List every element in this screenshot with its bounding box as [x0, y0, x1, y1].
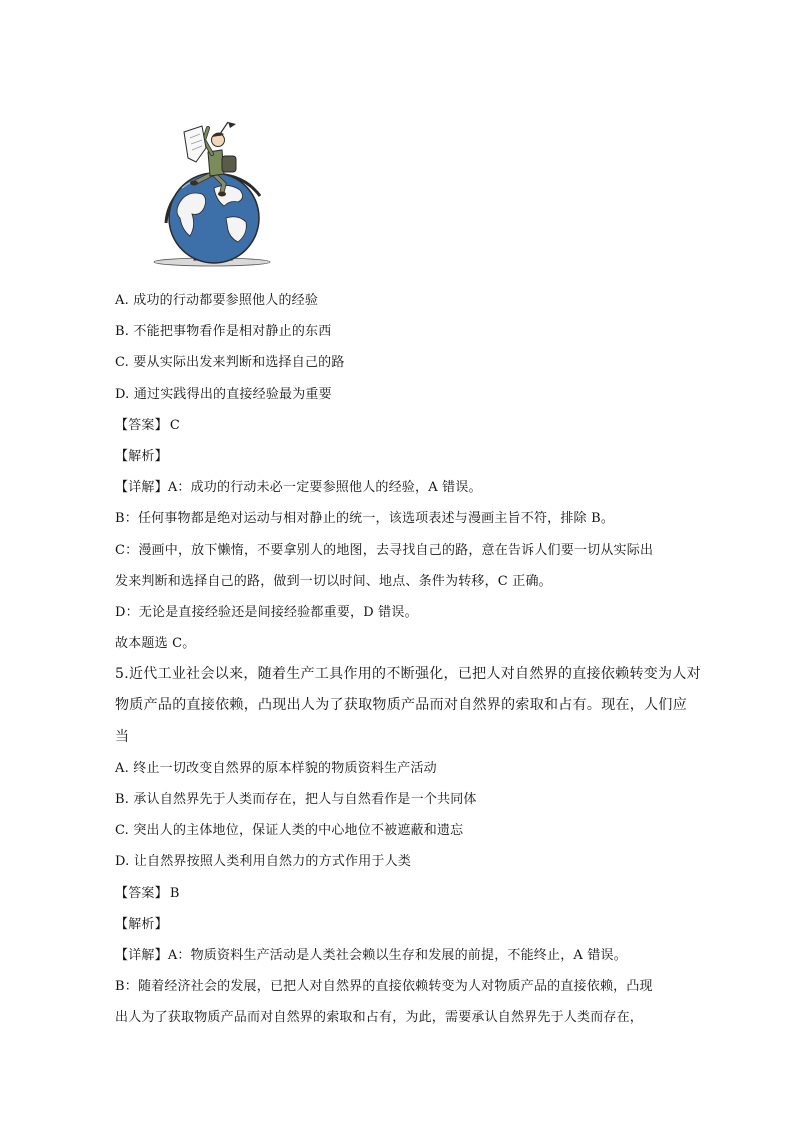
q5-detail-b-line2: 出人为了获取物质产品而对自然界的索取和占有，为此，需要承认自然界先于人类而存在， [115, 1010, 644, 1026]
q4-detail-a-text: A：成功的行动未必一定要参照他人的经验，A 错误。 [167, 480, 482, 496]
q4-detail-a [115, 472, 690, 503]
q5-detail-a-text: A：物质资料生产活动是人类社会赖以生存和发展的前提，不能终止，A 错误。 [167, 947, 627, 963]
q4-answer-tag: 【答案】 [115, 417, 168, 433]
q5-stem-line1: 5.近代工业社会以来，随着生产工具作用的不断强化，已把人对自然界的直接依赖转变为人对 [115, 666, 701, 683]
q5-analysis-row [115, 909, 690, 940]
q4-option-c: C. 要从实际出发来判断和选择自己的路 [115, 355, 345, 371]
q5-detail-a [115, 940, 690, 971]
q5-stem-line2: 物质产品的直接依赖，凸现出人为了获取物质产品而对自然界的索取和占有。现在，人们应 [115, 697, 687, 714]
q5-detail-tag: 【详解】 [115, 947, 168, 963]
q4-analysis-tag: 【解析】 [115, 448, 168, 464]
q5-option-a: A. 终止一切改变自然界的原本样貌的物质资料生产活动 [115, 760, 437, 776]
q4-option-a: A. 成功的行动都要参照他人的经验 [115, 293, 319, 308]
cartoon-globe-figure [152, 118, 276, 268]
q5-answer-tag: 【答案】 [115, 885, 168, 901]
q4-analysis-row [115, 441, 690, 472]
q5-analysis-tag: 【解析】 [115, 916, 168, 932]
q4-detail-c-line1: C：漫画中，放下懒惰，不要拿别人的地图，去寻找自己的路，意在告诉人们要一切从实际出 [115, 542, 654, 558]
q5-option-b: B. 承认自然界先于人类而存在，把人与自然看作是一个共同体 [115, 792, 477, 807]
q4-option-b: B. 不能把事物看作是相对静止的东西 [115, 324, 332, 340]
q5-option-c: C. 突出人的主体地位，保证人类的中心地位不被遮蔽和遗忘 [115, 823, 464, 839]
q5-detail-b-line1: B：随着经济社会的发展，已把人对自然界的直接依赖转变为人对物质产品的直接依赖，凸现 [115, 979, 653, 995]
q5-answer-row [115, 878, 690, 909]
q5-stem-line3: 当 [115, 728, 130, 745]
cartoon-illustration [152, 118, 276, 268]
q4-detail-b: B：任何事物都是绝对运动与相对静止的统一，该选项表述与漫画主旨不符，排除 B。 [115, 511, 615, 527]
q4-detail-d: D：无论是直接经验还是间接经验都重要，D 错误。 [115, 604, 418, 620]
q4-conclusion: 故本题选 C。 [115, 636, 196, 652]
q4-detail-tag: 【详解】 [115, 480, 168, 496]
q4-detail-c-line2: 发来判断和选择自己的路，做到一切以时间、地点、条件为转移，C 正确。 [115, 573, 552, 589]
question-content [115, 285, 701, 1034]
q4-option-d: D. 通过实践得出的直接经验最为重要 [115, 386, 332, 402]
q5-answer-value: B [169, 885, 180, 901]
q4-answer-row [115, 410, 690, 441]
q4-answer-value: C [169, 417, 180, 433]
q5-option-d: D. 让自然界按照人类利用自然力的方式作用于人类 [115, 854, 412, 870]
